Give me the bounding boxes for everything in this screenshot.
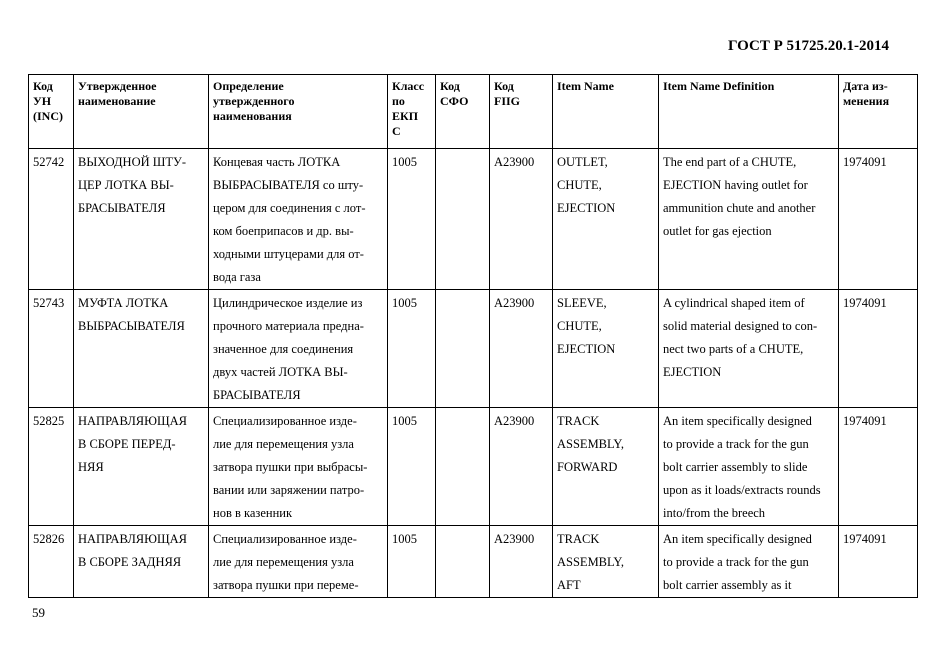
cell-code: 52825 (29, 408, 74, 526)
cell-item-name: TRACK ASSEMBLY, FORWARD (553, 408, 659, 526)
item-name-table (28, 74, 918, 598)
cell-sfo (436, 526, 490, 598)
cell-sfo (436, 408, 490, 526)
cell-name: ВЫХОДНОЙ ШТУ- ЦЕР ЛОТКА ВЫ- БРАСЫВАТЕЛЯ (74, 149, 209, 290)
cell-class: 1005 (388, 149, 436, 290)
cell-date: 1974091 (839, 408, 918, 526)
cell-item-def: The end part of a CHUTE, EJECTION having outlet for ammunition chute and another outlet for gas ejection (659, 149, 839, 290)
cell-fiig: A23900 (490, 290, 553, 408)
cell-name: НАПРАВЛЯЮЩАЯ В СБОРЕ ЗАДНЯЯ (74, 526, 209, 598)
cell-fiig: A23900 (490, 408, 553, 526)
col-header-approved-name: Утвержденное наименование (74, 75, 209, 149)
cell-code: 52742 (29, 149, 74, 290)
cell-sfo (436, 290, 490, 408)
col-header-definition: Определение утвержденного наименования (209, 75, 388, 149)
cell-definition: Концевая часть ЛОТКА ВЫБРАСЫВАТЕЛЯ со шту- цером для соединения с лот- ком боеприпасов и др. вы- ходными штуцерами для от- вода газа (209, 149, 388, 290)
col-header-fiig: Код FIIG (490, 75, 553, 149)
cell-fiig: A23900 (490, 526, 553, 598)
cell-class: 1005 (388, 290, 436, 408)
col-header-class: Класс по ЕКП С (388, 75, 436, 149)
table-row (29, 408, 918, 526)
cell-name: НАПРАВЛЯЮЩАЯ В СБОРЕ ПЕРЕД- НЯЯ (74, 408, 209, 526)
cell-code: 52743 (29, 290, 74, 408)
cell-item-def: A cylindrical shaped item of solid material designed to con- nect two parts of a CHUTE, EJECTION (659, 290, 839, 408)
cell-item-def: An item specifically designed to provide a track for the gun bolt carrier assembly to slide upon as it loads/extracts rounds into/from the breech (659, 408, 839, 526)
cell-definition: Специализированное изде- лие для перемещения узла затвора пушки при выбрасы- вании или заряжении патро- нов в казенник (209, 408, 388, 526)
cell-item-name: TRACK ASSEMBLY, AFT (553, 526, 659, 598)
col-header-code: Код УН (INC) (29, 75, 74, 149)
cell-date: 1974091 (839, 149, 918, 290)
document-code: ГОСТ Р 51725.20.1-2014 (727, 38, 889, 54)
cell-definition: Цилиндрическое изделие из прочного материала предна- значенное для соединения двух частей ЛОТКА ВЫ- БРАСЫВАТЕЛЯ (209, 290, 388, 408)
cell-class: 1005 (388, 526, 436, 598)
cell-date: 1974091 (839, 526, 918, 598)
table-header-row (29, 75, 918, 149)
col-header-sfo: Код СФО (436, 75, 490, 149)
cell-definition: Специализированное изде- лие для перемещения узла затвора пушки при переме- (209, 526, 388, 598)
table-row (29, 149, 918, 290)
cell-date: 1974091 (839, 290, 918, 408)
cell-sfo (436, 149, 490, 290)
cell-item-name: OUTLET, CHUTE, EJECTION (553, 149, 659, 290)
table-row (29, 290, 918, 408)
cell-class: 1005 (388, 408, 436, 526)
col-header-item-name: Item Name (553, 75, 659, 149)
col-header-item-def: Item Name Definition (659, 75, 839, 149)
cell-code: 52826 (29, 526, 74, 598)
page-number: 59 (32, 605, 45, 620)
cell-item-def: An item specifically designed to provide a track for the gun bolt carrier assembly as it (659, 526, 839, 598)
col-header-date: Дата из- менения (839, 75, 918, 149)
cell-name: МУФТА ЛОТКА ВЫБРАСЫВАТЕЛЯ (74, 290, 209, 408)
cell-item-name: SLEEVE, CHUTE, EJECTION (553, 290, 659, 408)
table-row (29, 526, 918, 598)
cell-fiig: A23900 (490, 149, 553, 290)
